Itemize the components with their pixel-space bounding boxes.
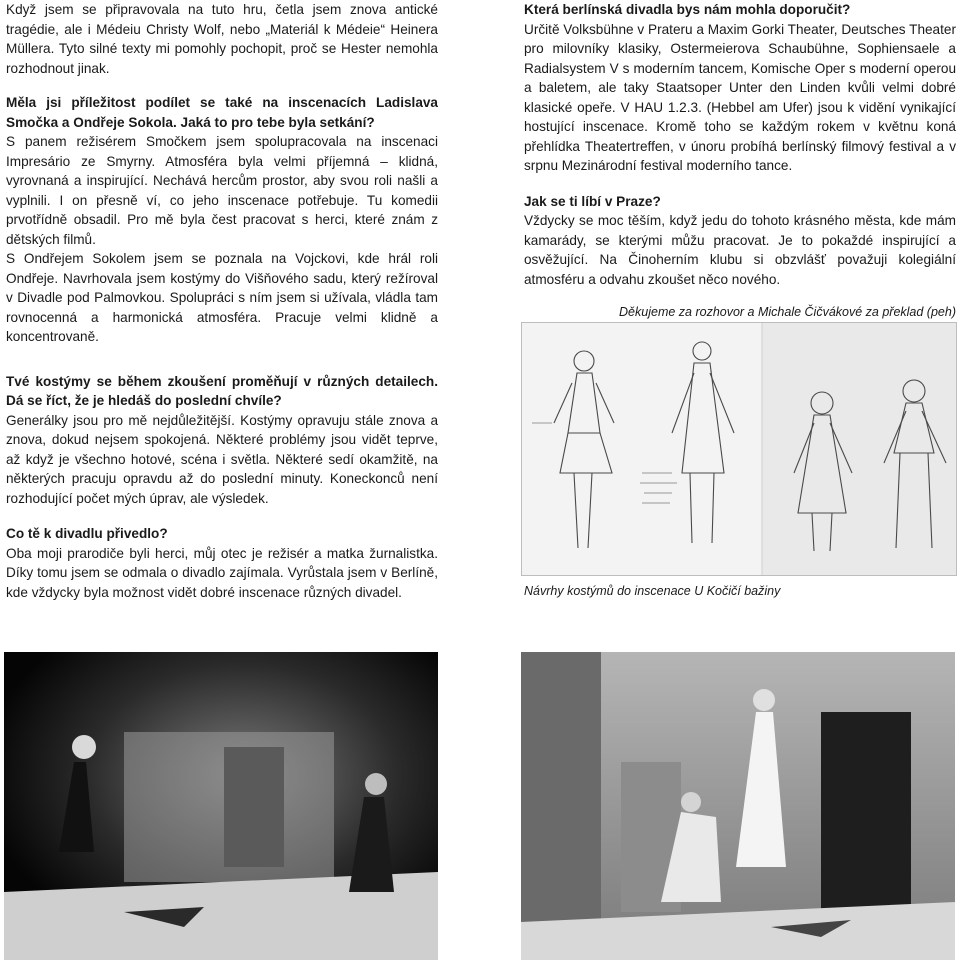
question-berlin-theatres: Která berlínská divadla bys nám mohla doporučit? — [524, 2, 851, 17]
answer-smocek: S panem režisérem Smočkem jsem spolupracovala na inscenaci Impresário ze Smyrny. Atmosféra byla velmi příjemná – klidná, vyrovnaná a inspirující. Nechává hercům prostor, aby svou roli našli a vyplnili. I on přesně ví, co jeho inscenace potřebuje. Tu komedii prvotřídně obsadil. Pro mě byla čest pracovat s herci, které znám z dětských filmů. — [6, 134, 438, 247]
costume-sketches-image — [521, 322, 957, 576]
question-theatre: Co tě k divadlu přivedlo? — [6, 526, 168, 541]
answer-sokol: S Ondřejem Sokolem jsem se poznala na Vojckovi, kde hrál roli Ondřeje. Navrhovala jsem kostýmy do Višňového sadu, který režíroval v Divadle pod Palmovkou. Spolupráci s ním jsem si užívala, vládla tam rovnocenná a harmonická atmosféra. Pracuje velmi klidně a koncentrovaně. — [6, 251, 438, 344]
question-costumes: Tvé kostýmy se během zkoušení proměňují v různých detailech. Dá se říct, že je hledáš do poslední chvíle? — [6, 373, 438, 408]
left-column — [6, 0, 438, 602]
sketches-caption: Návrhy kostýmů do inscenace U Kočičí bažiny — [524, 584, 781, 598]
answer-prague: Vždycky se moc těším, když jedu do tohoto krásného města, kde mám kamarády, se kterými můžu pracovat. Je to pokaždé inspirující a osvěžující. Na Činoherním klubu si obzvlášť považuji kolegiální atmosféru a odvahu zkoušet něco nového. — [524, 213, 956, 287]
interview-credit: Děkujeme za rozhovor a Michale Čičvákové za překlad (peh) — [619, 305, 956, 319]
question-smocek-sokol: Měla jsi příležitost podílet se také na inscenacích Ladislava Smočka a Ondřeje Sokola. Jaká to pro tebe byla setkání? — [6, 95, 438, 130]
answer-berlin-theatres: Určitě Volksbühne v Prateru a Maxim Gorki Theater, Deutsches Theater pro milovníky klasiky, Ostermeierova Schaubühne, Sophiensaele a Radialsystem V s moderním tancem, Komische Oper s moderní operou a baletem, ale taky Staatsoper Unter den Linden kvůli velmi dobré klasické opeře. V HAU 1.2.3. (Hebbel am Ufer) jsou k vidění vynikající hostující inscenace. Kromě toho se každým rokem v květnu koná přehlídka Theatertreffen, v únoru probíhá berlínský filmový festival a v srpnu Mezinárodní festival moderního tance. — [524, 21, 956, 173]
answer-costumes: Generálky jsou pro mě nejdůležitější. Kostýmy opravuju stále znova a znova, dokud nejsem spokojená. Některé problémy jsou vidět teprve, až když je všechno hotové, scéna i světla. Některé sedí okamžitě, na některých pracuju opravdu až do poslední minuty. Koneckonců není rozhodující počet mých úprav, ale výsledek. — [6, 412, 438, 506]
stage-photo-right — [521, 652, 955, 960]
intro-paragraph: Když jsem se připravovala na tuto hru, četla jsem znova antické tragédie, ale i Médeiu Christy Wolf, nebo „Materiál k Médeie“ Heinera Müllera. Tyto silné texty mi pomohly pochopit, proč se Hester nemohla rozhodnout jinak. — [6, 2, 438, 76]
right-column — [524, 0, 956, 323]
answer-theatre: Oba moji prarodiče byli herci, můj otec je režisér a matka žurnalistka. Díky tomu jsem se odmala o divadlo zajímala. Vyrůstala jsem v Berlíně, kde vždycky byla možnost vidět dobré inscenace různých divadel. — [6, 545, 438, 600]
stage-photo-left — [4, 652, 438, 960]
question-prague: Jak se ti líbí v Praze? — [524, 193, 661, 209]
